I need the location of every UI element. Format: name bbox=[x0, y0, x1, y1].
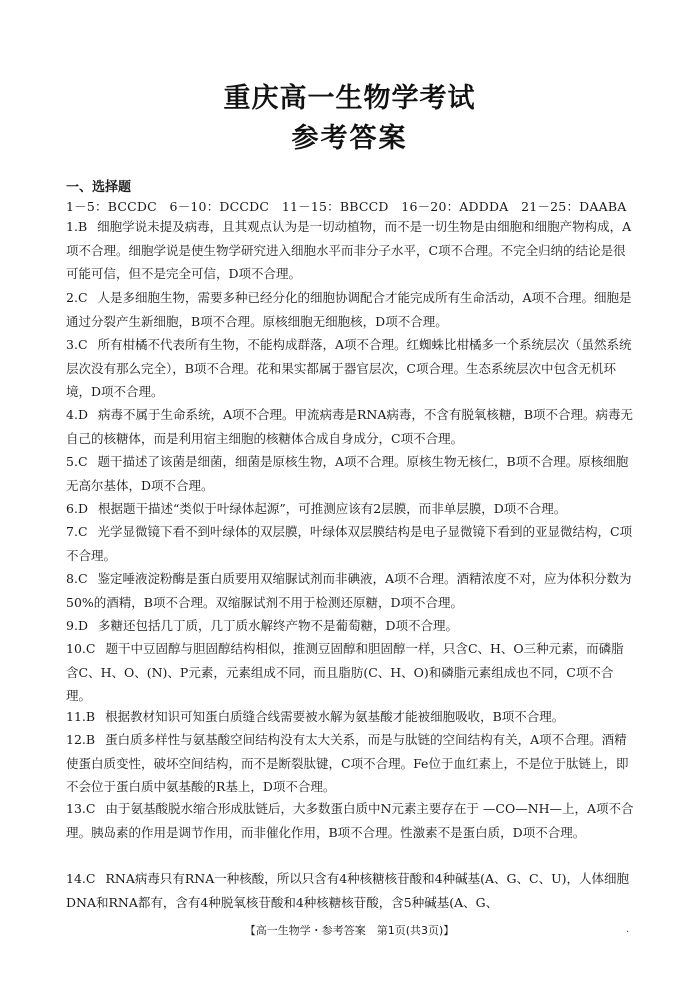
item-answer: C bbox=[85, 801, 96, 816]
item-explanation: 根据题干描述“类似于叶绿体起源”，可推测应该有2层膜，而非单层膜，D项不合理。 bbox=[97, 501, 567, 516]
item-explanation: 鉴定唾液淀粉酶是蛋白质要用双缩脲试剂而非碘液，A项不合理。酒精浓度不对，应为体积分数为50%的酒精，B项不合理。双缩脲试剂不用于检测还原糖，D项不合理。 bbox=[66, 571, 632, 610]
item-number: 1. bbox=[66, 219, 78, 234]
item-number: 5. bbox=[66, 454, 78, 469]
answer-item bbox=[66, 286, 634, 333]
answer-item bbox=[66, 867, 634, 914]
item-explanation: 人是多细胞生物，需要多种已经分化的细胞协调配合才能完成所有生命活动，A项不合理。细胞是通过分裂产生新细胞，B项不合理。原核细胞无细胞核，D项不合理。 bbox=[66, 290, 632, 329]
item-number: 4. bbox=[66, 407, 78, 422]
item-number: 10. bbox=[66, 641, 86, 656]
item-explanation: 光学显微镜下看不到叶绿体的双层膜，叶绿体双层膜结构是电子显微镜下看到的亚显微结构，C项不合理。 bbox=[66, 524, 633, 563]
item-explanation: 多糖还包括几丁质，几丁质水解终产物不是葡萄糖，D项不合理。 bbox=[97, 618, 458, 633]
item-answer: D bbox=[77, 501, 88, 516]
item-number: 2. bbox=[66, 290, 78, 305]
item-answer: C bbox=[85, 641, 96, 656]
answer-key-line: 1－5：BCCDC 6－10：DCCDC 11－15：BBCCD 16－20：ADDDA 21－25：DAABA bbox=[66, 199, 627, 214]
corner-mark: . bbox=[626, 924, 630, 935]
item-number: 12. bbox=[66, 732, 86, 747]
item-explanation: 细胞学说未提及病毒，且其观点认为是一切动植物，而不是一切生物是由细胞和细胞产物构成，A项不合理。细胞学说是使生物学研究进入细胞水平而非分子水平，C项不合理。不完全归纳的结论是很可能可信，但不是完全可信，D项不合理。 bbox=[66, 219, 632, 281]
item-explanation: 根据教材知识可知蛋白质缝合线需要被水解为氨基酸才能被细胞吸收，B项不合理。 bbox=[105, 709, 565, 724]
section-title: 一、选择题 bbox=[66, 180, 132, 195]
answer-item bbox=[66, 215, 634, 286]
answer-item bbox=[66, 497, 634, 521]
item-answer: D bbox=[77, 618, 88, 633]
answer-item bbox=[66, 705, 634, 729]
item-explanation: RNA病毒只有RNA一种核酸，所以只含有4种核糖核苷酸和4种碱基(A、G、C、U)，人体细胞DNA和RNA都有，含有4种脱氧核苷酸和4种核糖核苷酸，含5种碱基(A、G、 bbox=[66, 871, 629, 910]
item-answer: B bbox=[77, 219, 88, 234]
item-number: 8. bbox=[66, 571, 78, 586]
item-number: 6. bbox=[66, 501, 78, 516]
page-footer: 【高一生物学・参考答案 第1页(共3页)】 bbox=[244, 924, 455, 937]
answer-item bbox=[66, 637, 634, 708]
item-answer: B bbox=[85, 709, 96, 724]
item-number: 7. bbox=[66, 524, 78, 539]
answer-item bbox=[66, 403, 634, 450]
item-explanation: 由于氨基酸脱水缩合形成肽链后，大多数蛋白质中N元素主要存在于 —CO—NH—上，A项不合理。胰岛素的作用是调节作用，而非催化作用，B项不合理。性激素不是蛋白质，D项不合理。 bbox=[66, 801, 634, 840]
item-number: 3. bbox=[66, 337, 78, 352]
item-number: 11. bbox=[66, 709, 86, 724]
item-answer: C bbox=[77, 571, 88, 586]
answer-item bbox=[66, 520, 634, 567]
item-number: 13. bbox=[66, 801, 86, 816]
answer-item bbox=[66, 797, 634, 844]
item-answer: C bbox=[77, 524, 88, 539]
answer-item bbox=[66, 728, 634, 799]
item-answer: D bbox=[77, 407, 88, 422]
item-answer: C bbox=[77, 290, 88, 305]
item-explanation: 病毒不属于生命系统，A项不合理。甲流病毒是RNA病毒，不含有脱氧核糖，B项不合理。病毒无自己的核糖体，而是利用宿主细胞的核糖体合成自身成分，C项不合理。 bbox=[66, 407, 634, 446]
answer-item bbox=[66, 614, 634, 638]
item-explanation: 蛋白质多样性与氨基酸空间结构没有太大关系，而是与肽链的空间结构有关，A项不合理。酒精使蛋白质变性，破坏空间结构，而不是断裂肽键，C项不合理。Fe位于血红素上，不是位于肽链上，即不会位于蛋白质中氨基酸的R基上，D项不合理。 bbox=[66, 732, 629, 794]
answer-item bbox=[66, 450, 634, 497]
item-number: 14. bbox=[66, 871, 86, 886]
item-answer: C bbox=[85, 871, 96, 886]
page-subtitle: 参考答案 bbox=[291, 123, 408, 154]
item-answer: C bbox=[77, 454, 88, 469]
page-title: 重庆高一生物学考试 bbox=[223, 83, 476, 114]
item-explanation: 题干中豆固醇与胆固醇结构相似，推测豆固醇和胆固醇一样，只含C、H、O三种元素，而磷脂含C、H、O、(N)、P元素，元素组成不同，而且脂肪(C、H、O)和磷脂元素组成也不同，C项不合理。 bbox=[66, 641, 624, 703]
item-answer: C bbox=[77, 337, 88, 352]
item-explanation: 题干描述了该菌是细菌，细菌是原核生物，A项不合理。原核生物无核仁，B项不合理。原核细胞无高尔基体，D项不合理。 bbox=[66, 454, 629, 493]
item-explanation: 所有柑橘不代表所有生物，不能构成群落，A项不合理。红蜘蛛比柑橘多一个系统层次（虽然系统层次没有那么完全），B项不合理。花和果实都属于器官层次，C项合理。生态系统层次中包含无机环境，D项不合理。 bbox=[66, 337, 632, 399]
item-answer: B bbox=[85, 732, 96, 747]
answer-item bbox=[66, 333, 634, 404]
item-number: 9. bbox=[66, 618, 78, 633]
answer-item bbox=[66, 567, 634, 614]
